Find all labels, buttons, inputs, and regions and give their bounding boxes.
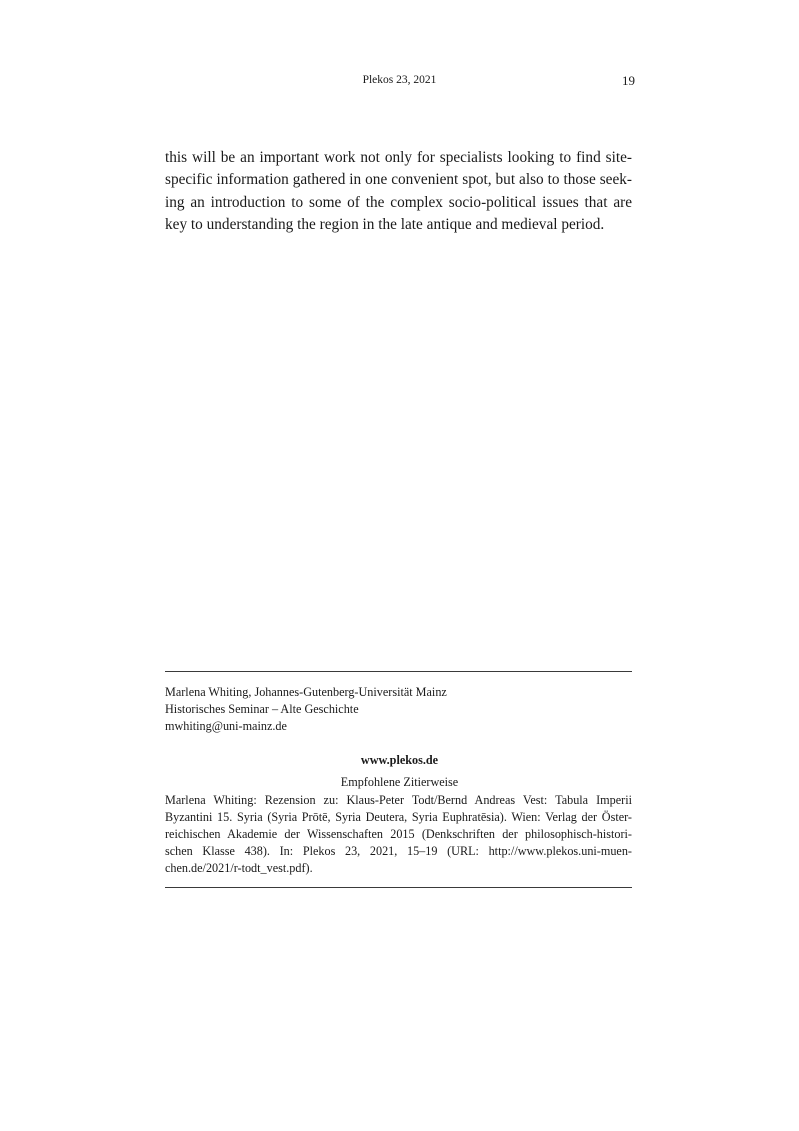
citation-block (165, 792, 632, 877)
citation-line: reichischen Akademie der Wissenschaften 2015 (Denkschriften der philosophisch-histori- (165, 827, 632, 841)
citation-line: Marlena Whiting: Rezension zu: Klaus-Peter Todt/Bernd Andreas Vest: Tabula Imperii (165, 793, 632, 807)
body-paragraph (165, 147, 632, 236)
body-line: specific information gathered in one convenient spot, but also to those seek- (165, 171, 632, 189)
bottom-rule (165, 887, 632, 888)
citation-heading: Empfohlene Zitierweise (340, 775, 459, 789)
author-block (165, 684, 632, 735)
running-head: Plekos 23, 2021 (362, 74, 437, 86)
citation-line: schen Klasse 438). In: Plekos 23, 2021, 15–19 (URL: http://www.plekos.uni-muen- (165, 844, 632, 858)
author-email[interactable]: mwhiting@uni-mainz.de (165, 719, 287, 733)
citation-line: chen.de/2021/r-todt_vest.pdf). (165, 861, 313, 875)
author-department: Historisches Seminar – Alte Geschichte (165, 702, 359, 716)
body-line: this will be an important work not only for specialists looking to find site- (165, 149, 632, 166)
site-link[interactable]: www.plekos.de (360, 753, 439, 767)
top-rule (165, 671, 632, 672)
page-number: 19 (622, 73, 635, 88)
citation-line: Byzantini 15. Syria (Syria Prōtē, Syria Deutera, Syria Euphratēsia). Wien: Verlag der Öster- (165, 810, 632, 824)
body-line: ing an introduction to some of the complex socio-political issues that are (165, 193, 632, 211)
author-name-affiliation: Marlena Whiting, Johannes-Gutenberg-Universität Mainz (165, 685, 447, 699)
body-line: key to understanding the region in the late antique and medieval period. (165, 215, 605, 233)
